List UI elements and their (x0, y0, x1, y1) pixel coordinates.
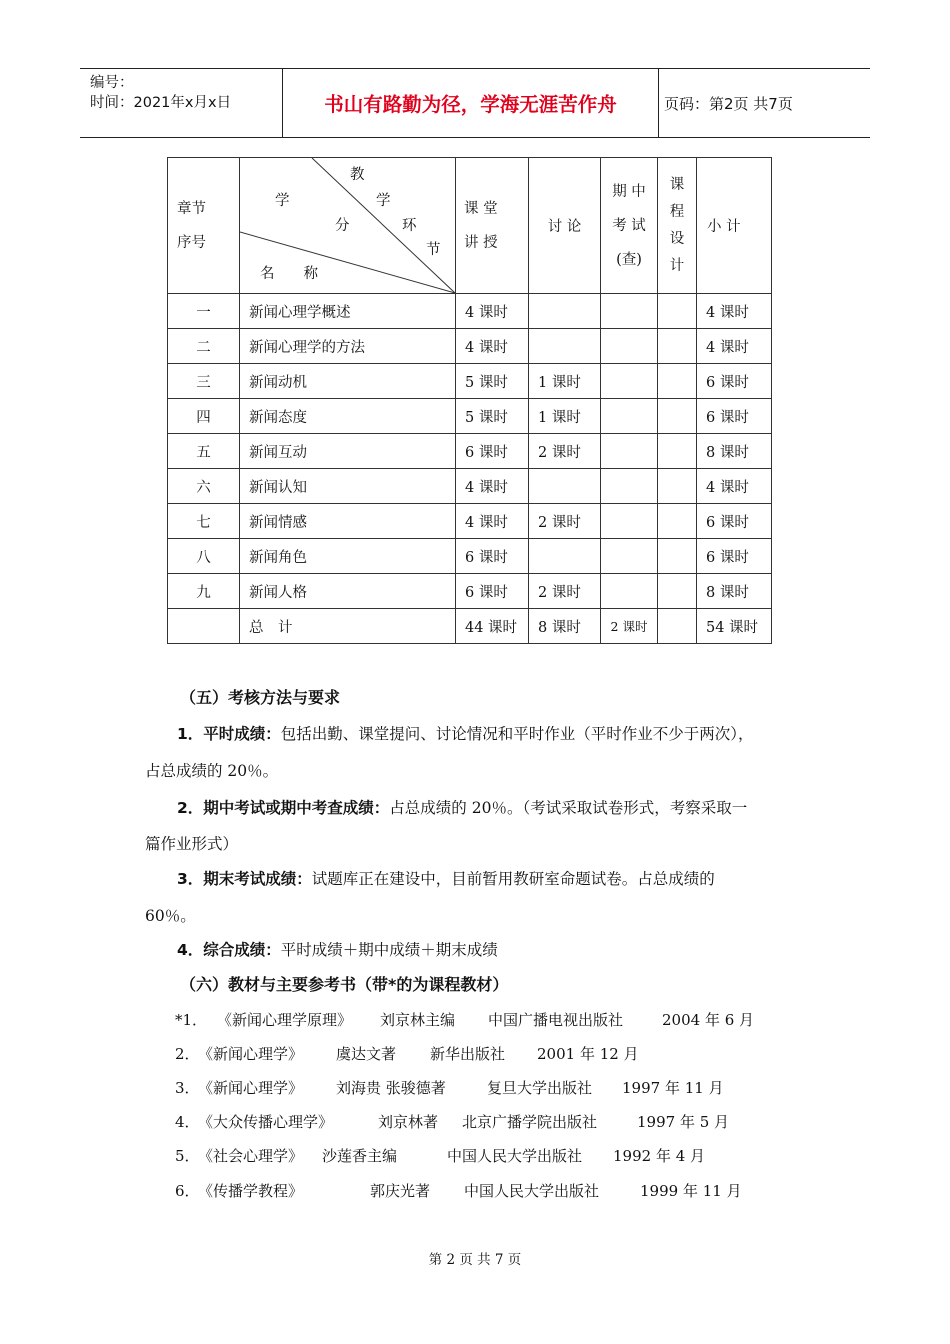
cell-lecture: 6 课时 (456, 574, 529, 609)
header-midterm (601, 158, 658, 294)
page-header (80, 68, 870, 138)
schedule-table (167, 157, 772, 644)
cell-subtotal: 6 课时 (697, 539, 772, 574)
ref-publisher: 北京广播学院出版社 (462, 1113, 598, 1131)
assessment-item-2 (177, 796, 747, 818)
table-row (168, 539, 772, 574)
reference-item (175, 1043, 815, 1063)
assessment-item-3-text: 试题库正在建设中，目前暂用教研室命题试卷。占总成绩的 (311, 870, 715, 888)
cell-midterm (601, 469, 658, 504)
cell-discussion: 2 课时 (529, 504, 601, 539)
diag-label-name: 名 称 (260, 266, 318, 282)
cell-discussion: 1 课时 (529, 364, 601, 399)
cell-total-discussion: 8 课时 (529, 609, 601, 644)
ref-date: 2001 年 12 月 (537, 1045, 639, 1063)
diag-label-huan: 环 (402, 218, 417, 234)
ref-num: 3． (175, 1079, 200, 1097)
header-lecture-line1: 课 堂 (464, 200, 498, 217)
page-footer: 第 2 页 共 7 页 (428, 1252, 522, 1268)
header-meta (80, 69, 283, 137)
cell-subtotal: 6 课时 (697, 399, 772, 434)
reference-item (175, 1111, 815, 1131)
header-design-line4: 计 (669, 257, 685, 274)
ref-num: 2． (175, 1045, 200, 1063)
cell-lecture: 5 课时 (456, 364, 529, 399)
table-row (168, 504, 772, 539)
cell-discussion (529, 294, 601, 329)
cell-midterm (601, 504, 658, 539)
assessment-item-4-text: 平时成绩＋期中成绩＋期末成绩 (280, 941, 498, 959)
ref-author: 刘京林主编 (380, 1011, 456, 1029)
cell-lecture: 4 课时 (456, 294, 529, 329)
ref-book: 《社会心理学》 (198, 1147, 304, 1165)
cell-midterm (601, 539, 658, 574)
cell-chapter: 七 (168, 504, 240, 539)
cell-name: 新闻情感 (240, 504, 456, 539)
header-midterm-line3: (查) (616, 251, 642, 268)
ref-author: 刘京林著 (378, 1113, 439, 1131)
table-header-row (168, 158, 772, 294)
header-design (658, 158, 697, 294)
header-subtotal-label: 小 计 (707, 219, 741, 235)
cell-midterm (601, 294, 658, 329)
cell-discussion: 2 课时 (529, 574, 601, 609)
cell-discussion: 1 课时 (529, 399, 601, 434)
assessment-title: （五）考核方法与要求 (180, 688, 341, 707)
diag-label-fen: 分 (335, 218, 350, 234)
table-row (168, 364, 772, 399)
cell-subtotal: 4 课时 (697, 329, 772, 364)
ref-date: 2004 年 6 月 (662, 1011, 755, 1029)
ref-publisher: 中国人民大学出版社 (464, 1182, 600, 1200)
cell-design (658, 399, 697, 434)
header-motto: 书山有路勤为径，学海无涯苦作舟 (283, 69, 659, 137)
cell-lecture: 5 课时 (456, 399, 529, 434)
cell-discussion (529, 329, 601, 364)
assessment-item-4 (177, 938, 498, 960)
cell-lecture: 6 课时 (456, 539, 529, 574)
cell-design (658, 539, 697, 574)
table-total-row (168, 609, 772, 644)
header-design-line2: 程 (669, 203, 685, 220)
cell-total-label: 总 计 (240, 609, 456, 644)
cell-name: 新闻认知 (240, 469, 456, 504)
diag-label-jiao: 教 (350, 167, 365, 183)
cell-name: 新闻人格 (240, 574, 456, 609)
cell-subtotal: 4 课时 (697, 469, 772, 504)
table-row (168, 469, 772, 504)
cell-midterm (601, 399, 658, 434)
assessment-item-1-label: 1．平时成绩： (177, 725, 281, 743)
cell-lecture: 6 课时 (456, 434, 529, 469)
cell-total-midterm: 2 课时 (601, 609, 658, 644)
cell-design (658, 504, 697, 539)
assessment-item-3-label: 3．期末考试成绩： (177, 870, 312, 888)
cell-subtotal: 6 课时 (697, 504, 772, 539)
diag-label-jie: 节 (426, 242, 441, 258)
cell-design (658, 434, 697, 469)
cell-chapter: 三 (168, 364, 240, 399)
ref-date: 1997 年 5 月 (637, 1113, 730, 1131)
cell-midterm (601, 329, 658, 364)
ref-book: 《新闻心理学》 (198, 1045, 304, 1063)
header-midterm-line1: 期 中 (612, 183, 646, 200)
cell-design (658, 294, 697, 329)
ref-book: 《新闻心理学原理》 (217, 1011, 353, 1029)
cell-lecture: 4 课时 (456, 469, 529, 504)
assessment-item-3-cont: 60％。 (145, 907, 196, 925)
cell-discussion (529, 539, 601, 574)
cell-name: 新闻动机 (240, 364, 456, 399)
cell-total-subtotal: 54 课时 (697, 609, 772, 644)
header-chapter (168, 158, 240, 294)
cell-design (658, 364, 697, 399)
assessment-item-3 (177, 867, 715, 889)
cell-name: 新闻角色 (240, 539, 456, 574)
header-lecture-line2: 讲 授 (464, 234, 498, 251)
ref-num: *1． (175, 1011, 208, 1029)
cell-discussion (529, 469, 601, 504)
cell-name: 新闻互动 (240, 434, 456, 469)
header-lecture (456, 158, 529, 294)
header-page-info: 页码：第2页 共7页 (664, 94, 793, 113)
ref-author: 郭庆光著 (370, 1182, 431, 1200)
table-row (168, 399, 772, 434)
ref-author: 沙莲香主编 (322, 1147, 398, 1165)
cell-lecture: 4 课时 (456, 329, 529, 364)
header-midterm-line2: 考 试 (612, 217, 646, 234)
ref-publisher: 中国广播电视出版社 (488, 1011, 624, 1029)
ref-book: 《大众传播心理学》 (198, 1113, 334, 1131)
reference-item (175, 1180, 815, 1200)
cell-discussion: 2 课时 (529, 434, 601, 469)
reference-item (175, 1145, 815, 1165)
ref-publisher: 新华出版社 (430, 1045, 506, 1063)
ref-author: 刘海贵 张骏德著 (336, 1079, 446, 1097)
ref-book: 《新闻心理学》 (198, 1079, 304, 1097)
header-subtotal (697, 158, 772, 294)
ref-author: 虞达文著 (336, 1045, 397, 1063)
time-label: 时间：2021年x月x日 (90, 95, 232, 111)
table-row (168, 329, 772, 364)
cell-chapter: 四 (168, 399, 240, 434)
ref-date: 1992 年 4 月 (613, 1147, 706, 1165)
assessment-item-1 (177, 722, 754, 744)
ref-date: 1999 年 11 月 (640, 1182, 742, 1200)
cell-subtotal: 8 课时 (697, 574, 772, 609)
cell-subtotal: 6 课时 (697, 364, 772, 399)
cell-total-lecture: 44 课时 (456, 609, 529, 644)
ref-publisher: 复旦大学出版社 (487, 1079, 593, 1097)
cell-design (658, 329, 697, 364)
cell-design (658, 574, 697, 609)
ref-num: 6． (175, 1182, 200, 1200)
header-design-line1: 课 (669, 176, 685, 193)
header-chapter-line1: 章节 (177, 200, 206, 217)
cell-lecture: 4 课时 (456, 504, 529, 539)
header-design-line3: 设 (669, 230, 685, 247)
reference-item (175, 1077, 815, 1097)
assessment-item-2-label: 2．期中考试或期中考查成绩： (177, 799, 390, 817)
header-chapter-line2: 序号 (177, 234, 206, 251)
cell-subtotal: 4 课时 (697, 294, 772, 329)
cell-name: 新闻心理学的方法 (240, 329, 456, 364)
assessment-item-1-cont: 占总成绩的 20％。 (145, 762, 279, 780)
header-diagonal-cell (240, 158, 456, 294)
table-row (168, 574, 772, 609)
header-discussion: 讨 论 (529, 158, 601, 294)
serial-label: 编号： (90, 75, 134, 91)
cell-name: 新闻心理学概述 (240, 294, 456, 329)
assessment-item-4-label: 4．综合成绩： (177, 941, 281, 959)
ref-date: 1997 年 11 月 (622, 1079, 724, 1097)
cell-chapter: 九 (168, 574, 240, 609)
cell-midterm (601, 434, 658, 469)
cell-chapter: 六 (168, 469, 240, 504)
table-row (168, 434, 772, 469)
assessment-item-2-cont: 篇作业形式） (145, 835, 239, 853)
cell-total-design (658, 609, 697, 644)
cell-design (658, 469, 697, 504)
cell-chapter (168, 609, 240, 644)
assessment-item-1-text: 包括出勤、课堂提问、讨论情况和平时作业（平时作业不少于两次）， (280, 725, 754, 743)
cell-chapter: 八 (168, 539, 240, 574)
cell-name: 新闻态度 (240, 399, 456, 434)
cell-chapter: 五 (168, 434, 240, 469)
ref-publisher: 中国人民大学出版社 (447, 1147, 583, 1165)
cell-subtotal: 8 课时 (697, 434, 772, 469)
reference-item (175, 1009, 815, 1029)
assessment-item-2-text: 占总成绩的 20％。（考试采取试卷形式，考察采取一 (389, 799, 748, 817)
ref-num: 4． (175, 1113, 200, 1131)
references-title: （六）教材与主要参考书（带*的为课程教材） (180, 975, 509, 994)
table-row (168, 294, 772, 329)
diag-label-xue-right: 学 (376, 193, 391, 209)
cell-midterm (601, 364, 658, 399)
cell-chapter: 一 (168, 294, 240, 329)
cell-chapter: 二 (168, 329, 240, 364)
ref-book: 《传播学教程》 (198, 1182, 304, 1200)
cell-midterm (601, 574, 658, 609)
ref-num: 5． (175, 1147, 200, 1165)
diag-label-xue-left: 学 (275, 193, 290, 209)
